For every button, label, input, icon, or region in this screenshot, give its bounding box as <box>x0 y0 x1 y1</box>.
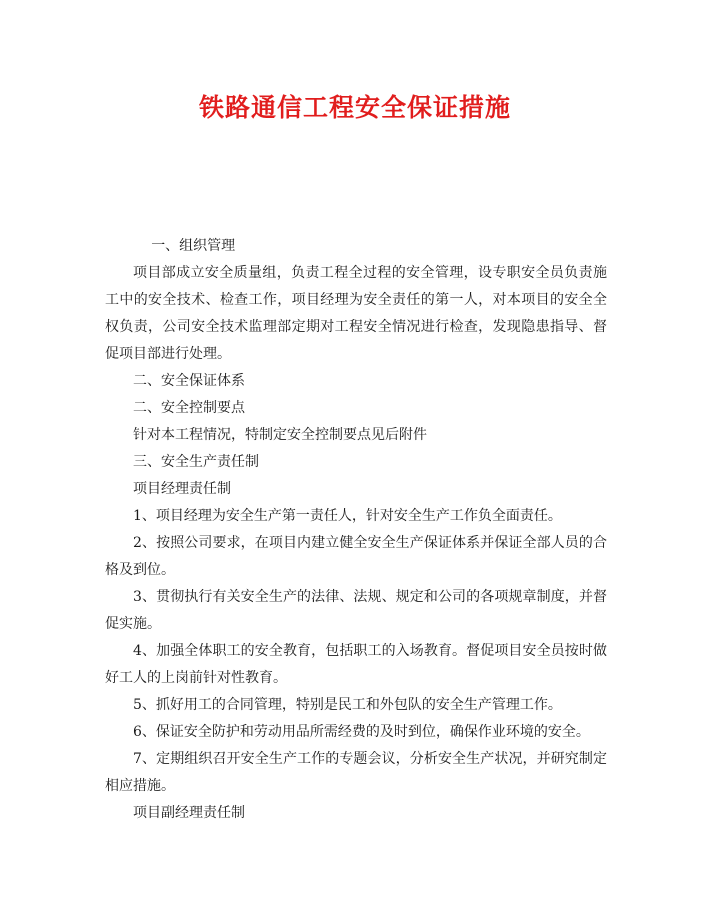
list-item-4: 4、加强全体职工的安全教育，包括职工的入场教育。督促项目安全员按时做好工人的上岗前针对性教育。 <box>105 643 607 686</box>
list-item-5: 5、抓好用工的合同管理，特别是民工和外包队的安全生产管理工作。 <box>133 697 562 713</box>
list-item-3: 3、贯彻执行有关安全生产的法律、法规、规定和公司的各项规章制度，并督促实施。 <box>105 589 607 632</box>
section-heading-organization: 一、组织管理 <box>151 238 236 254</box>
subheading-deputy-manager: 项目副经理责任制 <box>133 805 245 821</box>
document-body <box>105 233 607 827</box>
list-item-1: 1、项目经理为安全生产第一责任人，针对安全生产工作负全面责任。 <box>133 508 562 524</box>
subheading-project-manager: 项目经理责任制 <box>133 481 231 497</box>
list-item-6: 6、保证安全防护和劳动用品所需经费的及时到位，确保作业环境的安全。 <box>133 724 590 740</box>
section-heading-responsibility: 三、安全生产责任制 <box>133 454 259 470</box>
list-item-7: 7、定期组织召开安全生产工作的专题会议，分析安全生产状况，并研究制定相应措施。 <box>105 751 607 794</box>
paragraph-organization: 项目部成立安全质量组，负责工程全过程的安全管理，设专职安全员负责施工中的安全技术、检查工作，项目经理为安全责任的第一人，对本项目的安全全权负责，公司安全技术监理部定期对工程安全情况进行检查，发现隐患指导、督促项目部进行处理。 <box>105 265 607 362</box>
document-title: 铁路通信工程安全保证措施 <box>198 93 511 122</box>
list-item-2: 2、按照公司要求，在项目内建立健全安全生产保证体系并保证全部人员的合格及到位。 <box>105 535 607 578</box>
section-heading-safety-system: 二、安全保证体系 <box>133 373 245 389</box>
section-heading-control-points: 二、安全控制要点 <box>133 400 245 416</box>
paragraph-control-points: 针对本工程情况，特制定安全控制要点见后附件 <box>133 427 427 443</box>
